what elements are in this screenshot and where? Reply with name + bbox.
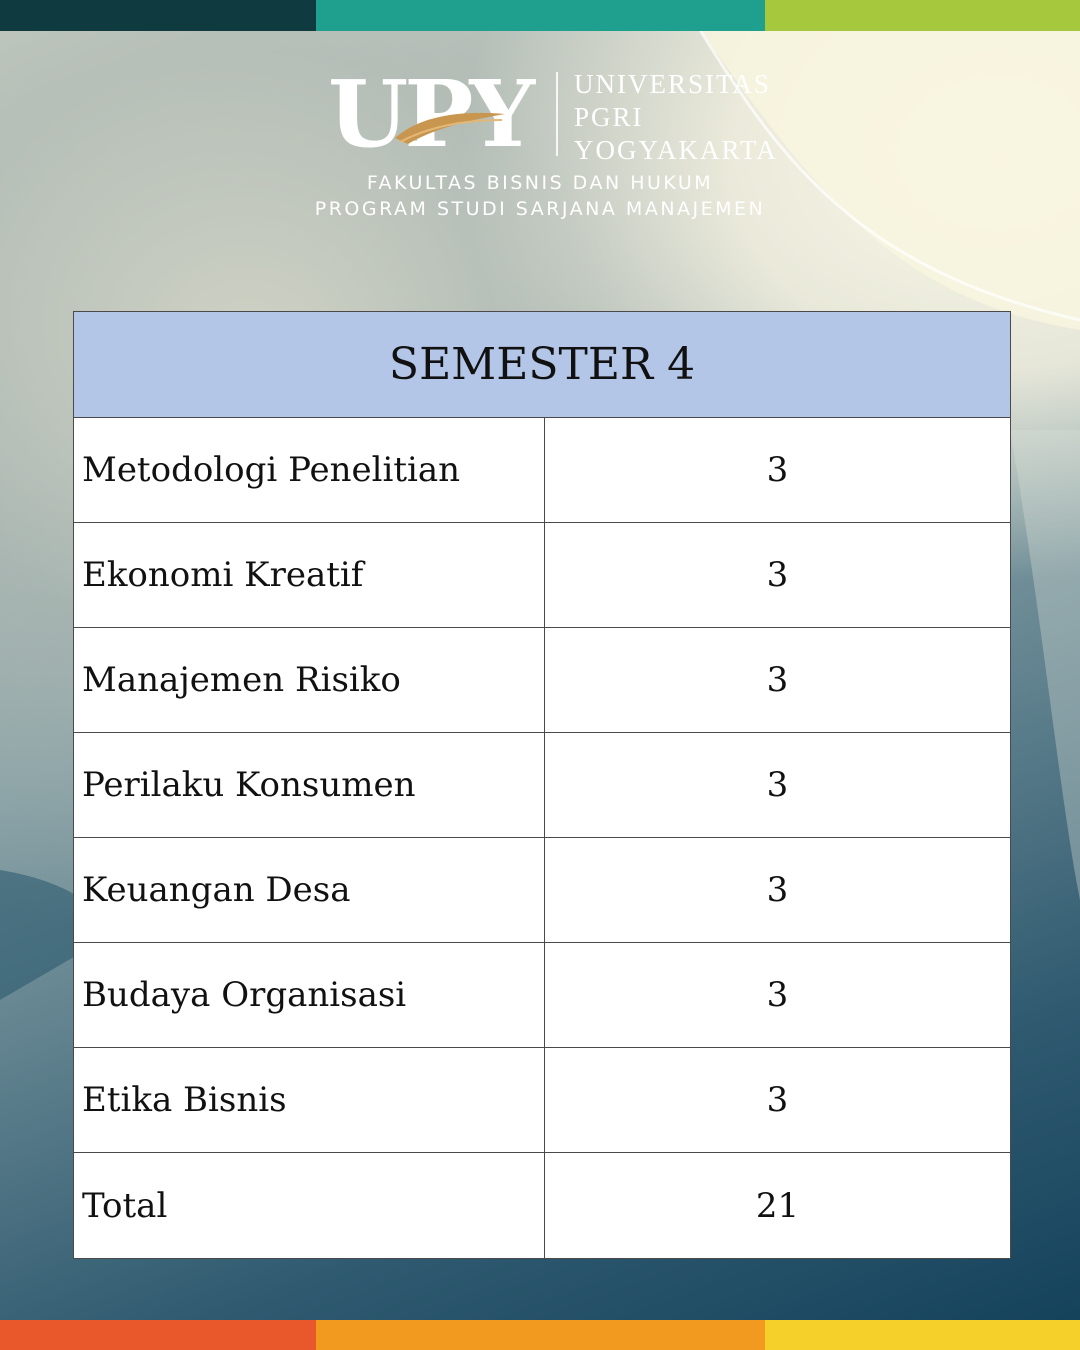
course-name: Perilaku Konsumen (74, 733, 545, 837)
top-color-band (0, 0, 1080, 31)
program-name: PROGRAM STUDI SARJANA MANAJEMEN (314, 198, 766, 220)
logo-line: PGRI (574, 102, 644, 132)
table-row (74, 733, 1010, 838)
table-row (74, 523, 1010, 628)
table-row (74, 628, 1010, 733)
logo-line: UNIVERSITAS (574, 69, 771, 99)
top-band-segment (0, 0, 316, 31)
course-credits: 3 (766, 555, 789, 595)
bottom-band-segment (316, 1320, 765, 1350)
bottom-band-segment (765, 1320, 1080, 1350)
logo-swash-icon (390, 106, 510, 146)
table-title: SEMESTER 4 (74, 312, 1010, 418)
table-row (74, 418, 1010, 523)
logo-divider (556, 72, 558, 156)
bottom-band-segment (0, 1320, 316, 1350)
course-name: Ekonomi Kreatif (74, 523, 545, 627)
course-name: Etika Bisnis (74, 1048, 545, 1152)
table-row (74, 943, 1010, 1048)
course-name: Manajemen Risiko (74, 628, 545, 732)
course-credits: 3 (766, 765, 789, 805)
course-credits: 3 (766, 1080, 789, 1120)
table-row (74, 838, 1010, 943)
table-row-total (74, 1153, 1010, 1258)
table-row (74, 1048, 1010, 1153)
course-name: Metodologi Penelitian (74, 418, 545, 522)
total-credits: 21 (755, 1185, 800, 1226)
logo-mark: UPY (328, 60, 532, 168)
logo-line: YOGYAKARTA (574, 135, 778, 165)
top-band-segment (765, 0, 1080, 31)
course-credits: 3 (766, 450, 789, 490)
course-credits: 3 (766, 870, 789, 910)
university-logo (328, 60, 778, 168)
faculty-name: FAKULTAS BISNIS DAN HUKUM (366, 172, 714, 194)
course-table (73, 311, 1011, 1259)
bottom-color-band (0, 1320, 1080, 1350)
course-credits: 3 (766, 660, 789, 700)
top-band-segment (316, 0, 765, 31)
course-name: Keuangan Desa (74, 838, 545, 942)
course-credits: 3 (766, 975, 789, 1015)
logo-wordmark (574, 68, 778, 167)
total-label: Total (74, 1153, 545, 1258)
course-name: Budaya Organisasi (74, 943, 545, 1047)
